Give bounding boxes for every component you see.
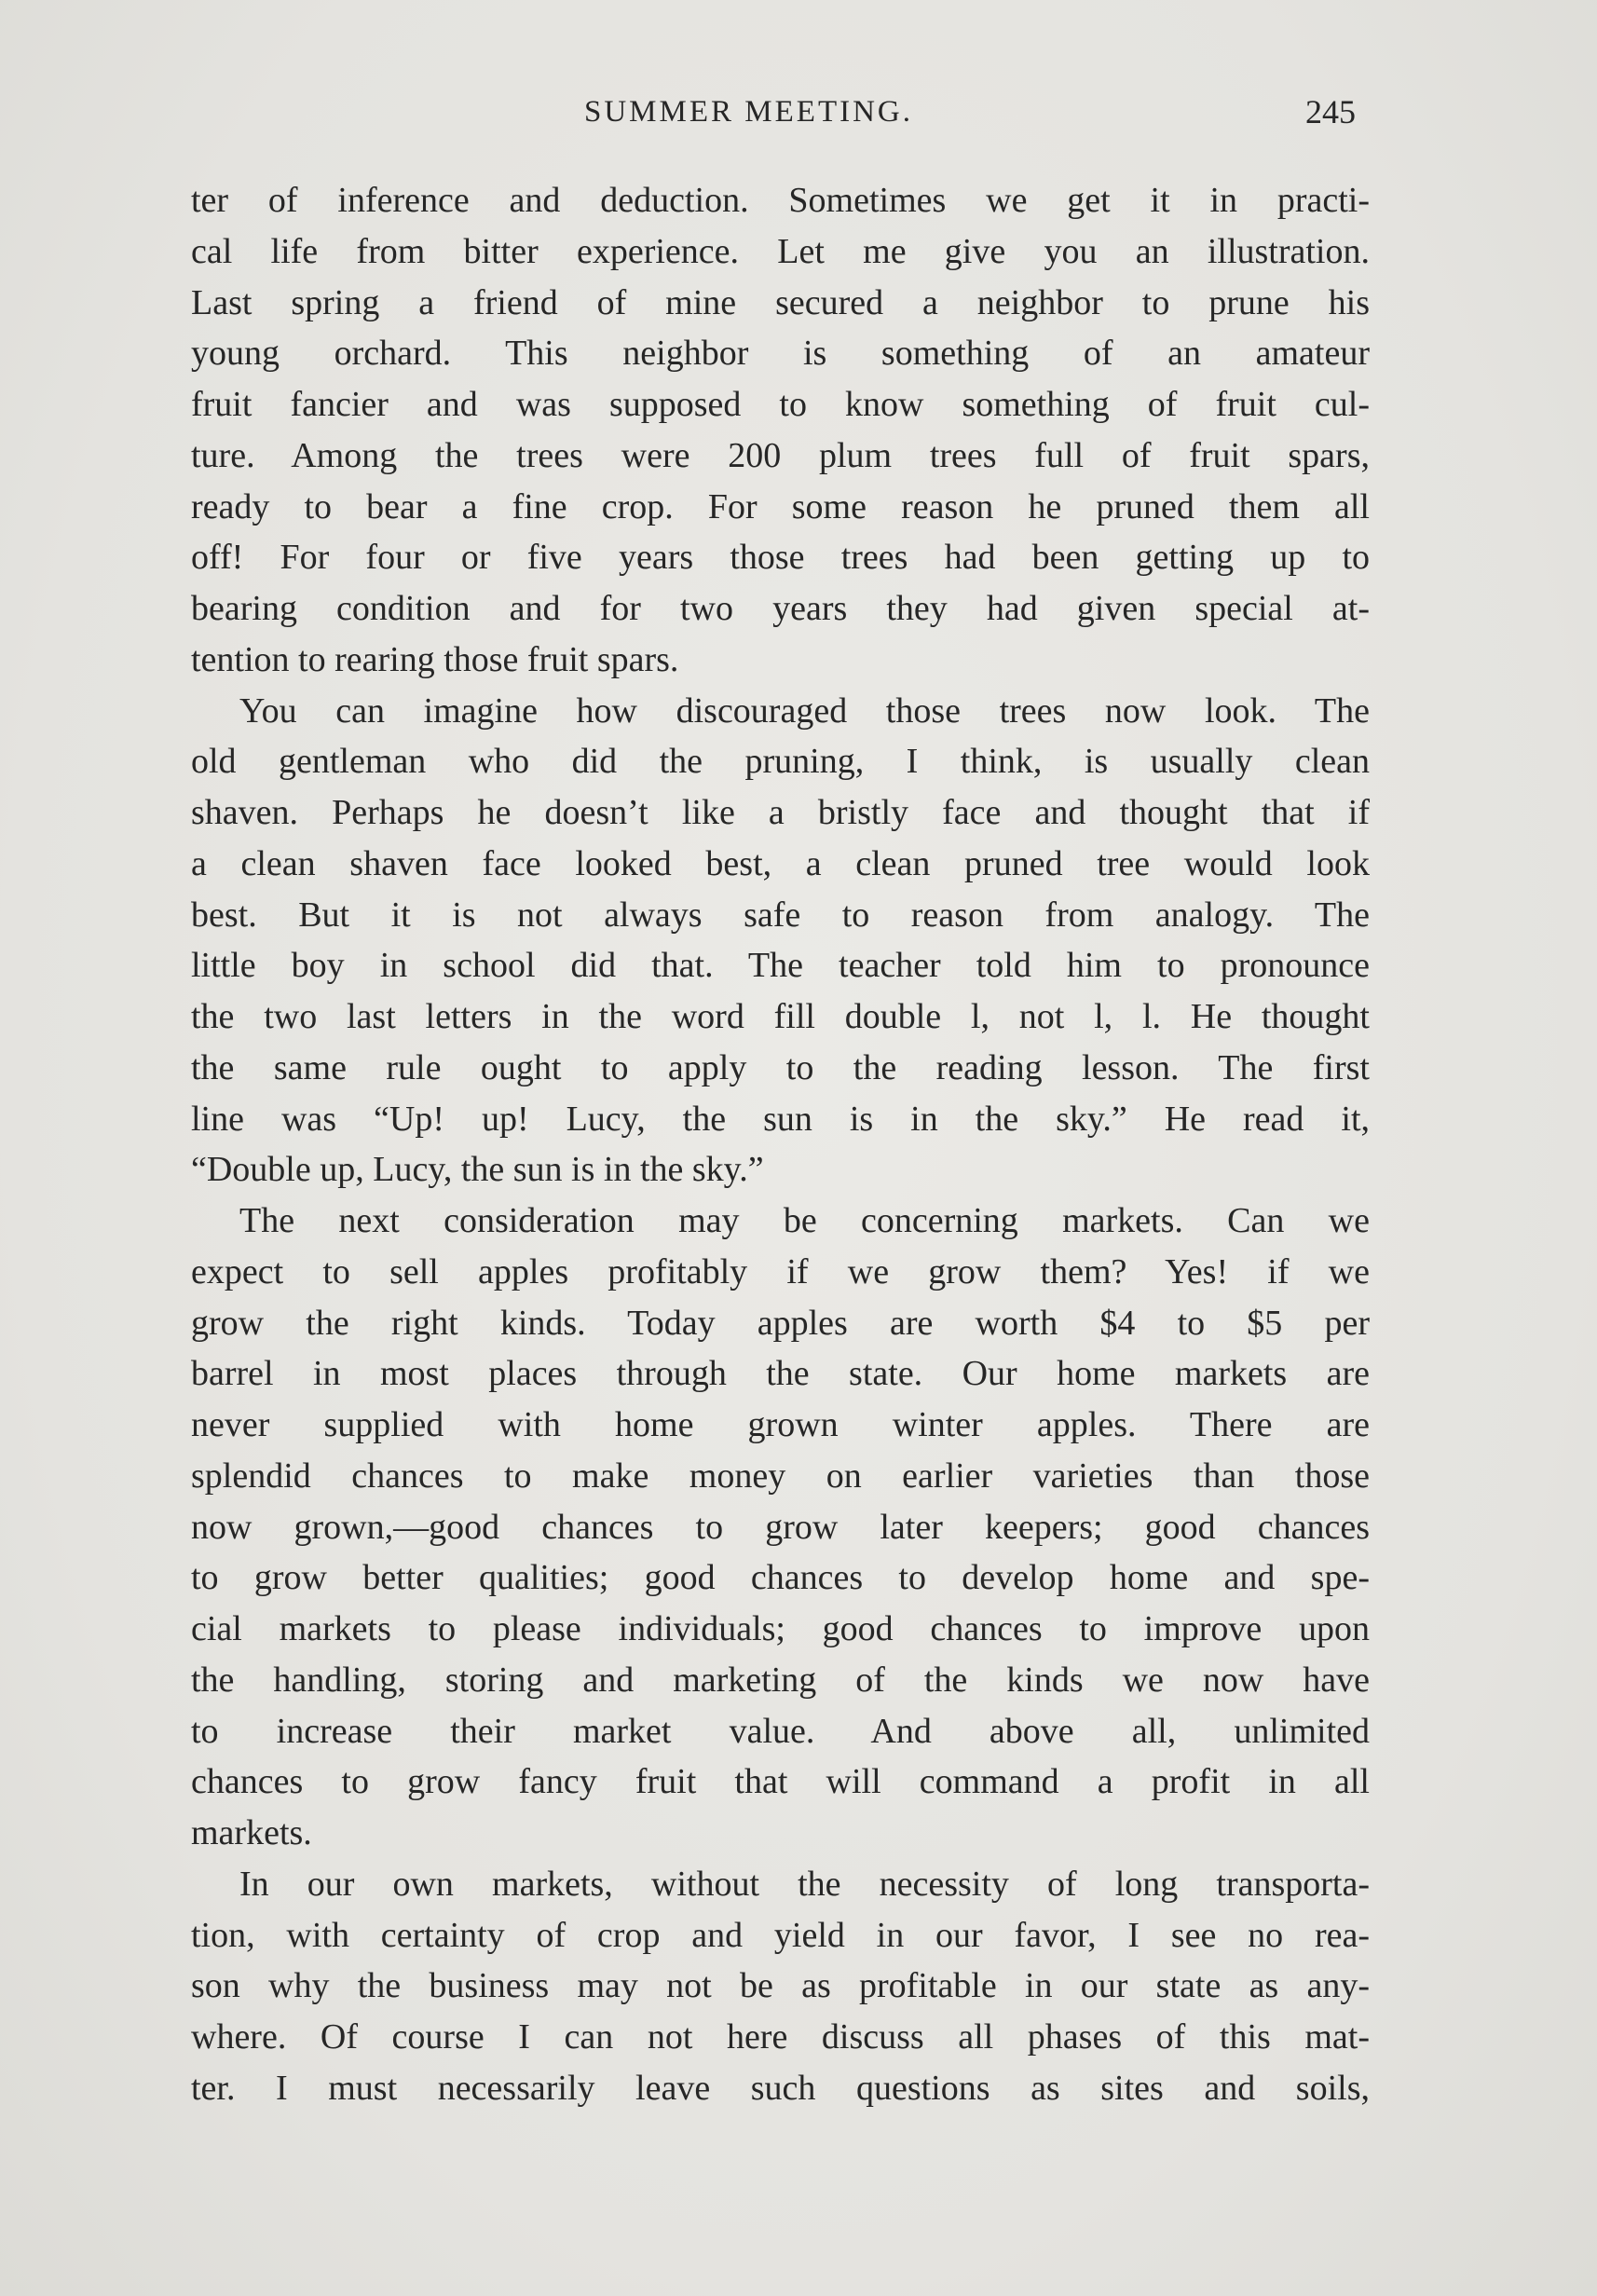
text-line: the two last letters in the word fill double l, not l, l. He thought [191, 997, 1370, 1036]
text-line: young orchard. This neighbor is something of an amateur [191, 334, 1370, 374]
text-line: ready to bear a fine crop. For some reason he pruned them all [191, 486, 1370, 526]
text-line: barrel in most places through the state. Our home markets are [191, 1354, 1370, 1394]
text-line: cial markets to please individuals; good chances to improve upon [191, 1609, 1370, 1648]
text-line: markets. [191, 1813, 312, 1852]
body-text [191, 175, 1370, 2114]
text-line: where. Of course I can not here discuss all phases of this mat- [191, 2017, 1370, 2057]
page-number: 245 [1305, 93, 1356, 130]
text-line: splendid chances to make money on earlier varieties than those [191, 1456, 1370, 1496]
text-line: cal life from bitter experience. Let me give you an illustration. [191, 231, 1370, 271]
text-line: best. But it is not always safe to reason from analogy. The [191, 895, 1370, 935]
text-line: tention to rearing those fruit spars. [191, 639, 679, 679]
text-line: son why the business may not be as profitable in our state as any- [191, 1966, 1370, 2006]
text-line: line was “Up! up! Lucy, the sun is in the sky.” He read it, [191, 1099, 1370, 1139]
text-line: ter. I must necessarily leave such questions as sites and soils, [191, 2068, 1370, 2108]
text-line: chances to grow fancy fruit that will command a profit in all [191, 1762, 1370, 1802]
text-line: off! For four or five years those trees had been getting up to [191, 538, 1370, 578]
text-line: old gentleman who did the pruning, I think, is usually clean [191, 742, 1370, 782]
text-line: a clean shaven face looked best, a clean pruned tree would look [191, 843, 1370, 883]
text-line: You can imagine how discouraged those trees now look. The [239, 690, 1370, 731]
text-line: bearing condition and for two years they had given special at- [191, 589, 1370, 628]
text-line: ture. Among the trees were 200 plum trees full of fruit spars, [191, 435, 1370, 475]
text-line: never supplied with home grown winter apples. There are [191, 1405, 1370, 1444]
text-line: fruit fancier and was supposed to know something of fruit cul- [191, 385, 1370, 424]
text-line: grow the right kinds. Today apples are worth $4 to $5 per [191, 1303, 1370, 1343]
text-line: “Double up, Lucy, the sun is in the sky.” [191, 1150, 764, 1190]
text-line: the handling, storing and marketing of the kinds we now have [191, 1660, 1370, 1700]
text-line: In our own markets, without the necessity of long transporta- [239, 1864, 1370, 1904]
text-line: the same rule ought to apply to the reading lesson. The first [191, 1047, 1370, 1087]
running-head: SUMMER MEETING. [584, 95, 914, 129]
text-line: ter of inference and deduction. Sometimes we get it in practi- [191, 181, 1370, 220]
text-line: to increase their market value. And above all, unlimited [191, 1711, 1370, 1751]
text-line: The next consideration may be concerning markets. Can we [239, 1201, 1370, 1240]
text-line: little boy in school did that. The teacher told him to pronounce [191, 946, 1370, 986]
text-line: shaven. Perhaps he doesn’t like a bristly face and thought that if [191, 793, 1370, 832]
text-line: Last spring a friend of mine secured a neighbor to prune his [191, 282, 1370, 322]
text-line: to grow better qualities; good chances to develop home and spe- [191, 1558, 1370, 1598]
text-line: tion, with certainty of crop and yield in our favor, I see no rea- [191, 1915, 1370, 1955]
text-line: now grown,—good chances to grow later keepers; good chances [191, 1507, 1370, 1547]
page-header [191, 93, 1356, 130]
text-line: expect to sell apples profitably if we grow them? Yes! if we [191, 1251, 1370, 1292]
